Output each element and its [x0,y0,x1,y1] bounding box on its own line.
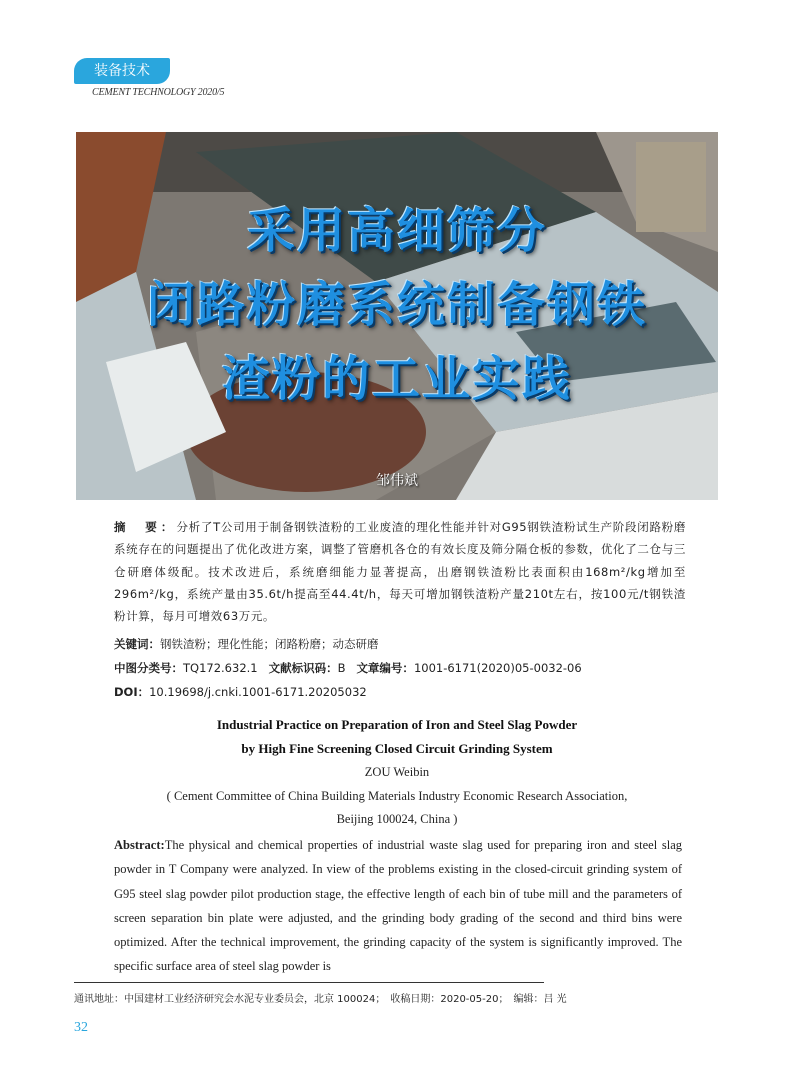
section-tag: 装备技术 [74,58,170,84]
doi-line [114,684,367,700]
clc-label: 中图分类号： [114,661,183,675]
document-code-label: 文献标识码： [268,661,338,675]
author-chinese: 邹伟斌 [376,473,418,489]
clc-value: TQ172.632.1 [183,661,258,675]
abstract-chinese [114,516,686,627]
footnote-divider [74,982,544,983]
journal-issue: CEMENT TECHNOLOGY 2020/5 [92,87,225,98]
keywords-label: 关键词： [114,637,160,651]
english-affiliation-line-2: Beijing 100024, China ) [336,812,458,826]
doi-value: 10.19698/j.cnki.1001-6171.20205032 [149,685,367,699]
hero-image [76,132,718,500]
english-title-line-2: by High Fine Screening Closed Circuit Grinding System [241,741,553,756]
title-line-2: 闭路粉磨系统制备钢铁 [146,277,647,333]
document-code-value: B [337,661,346,675]
abstract-english-text: The physical and chemical properties of industrial waste slag used for preparing iron and steel slag powder in T Company were analyzed. In view of the problems existing in the closed-circuit grinding system of G95 steel slag powder pilot production stage, the effective length of each bin of tube mill and the parameters of screen separation bin plate were adjusted, and the grinding body grading of the second and third bins were optimized. After the technical improvement, the grinding capacity of the system is significantly improved. The specific surface area of steel slag powder is [114,838,682,974]
english-affiliation-line-1: ( Cement Committee of China Building Materials Industry Economic Research Association, [166,789,628,803]
abstract-english-label: Abstract: [114,838,165,852]
footnote: 通讯地址：中国建材工业经济研究会水泥专业委员会，北京 100024； 收稿日期：2020-05-20； 编辑：吕 光 [74,994,567,1005]
classification-line [114,660,582,676]
english-title-line-1: Industrial Practice on Preparation of Iron and Steel Slag Powder [216,717,578,732]
title-line-1: 采用高细筛分 [246,203,547,259]
page-number: 32 [74,1020,88,1035]
title-line-3: 渣粉的工业实践 [221,351,572,407]
abstract-chinese-label: 摘 要： [114,520,177,534]
article-number-label: 文章编号： [356,661,414,675]
keywords [114,636,379,652]
abstract-chinese-text: 分析了T公司用于制备钢铁渣粉的工业废渣的理化性能并针对G95钢铁渣粉试生产阶段闭路粉磨系统存在的问题提出了优化改进方案，调整了管磨机各仓的有效长度及筛分隔仓板的参数，优化了二仓与三仓研磨体级配。技术改进后，系统磨细能力显著提高，出磨钢铁渣粉比表面积由168m²/kg增加至296m²/kg，系统产量由35.6t/h提高至44.4t/h，每天可增加钢铁渣粉产量210t左右，按100元/t钢铁渣粉计算，每月可增效63万元。 [114,520,686,624]
english-author: ZOU Weibin [364,765,430,779]
abstract-english [114,833,682,979]
keywords-text: 钢铁渣粉；理化性能；闭路粉磨；动态研磨 [160,637,379,651]
doi-label: DOI： [114,685,150,699]
article-number-value: 1001-6171(2020)05-0032-06 [413,661,582,675]
